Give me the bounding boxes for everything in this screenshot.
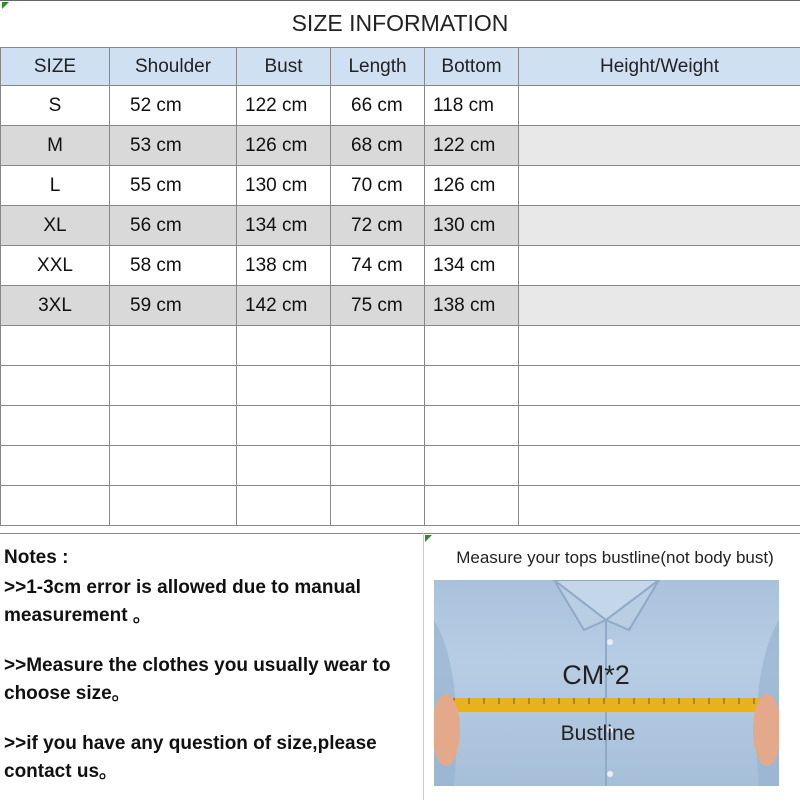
table-row — [1, 246, 800, 286]
cell-length: 72 cm — [331, 206, 425, 246]
cell-length: 74 cm — [331, 246, 425, 286]
shirt-illustration — [434, 580, 779, 786]
table-row — [1, 126, 800, 166]
cell-size: S — [1, 86, 110, 126]
cell-shoulder: 59 cm — [110, 286, 237, 326]
table-row — [1, 206, 800, 246]
corner-marker — [425, 535, 432, 542]
note-item: >>1-3cm error is allowed due to manual measurement 。 — [4, 574, 414, 630]
cell-shoulder: 53 cm — [110, 126, 237, 166]
cell-bottom: 118 cm — [425, 86, 519, 126]
size-table — [0, 47, 800, 526]
header-shoulder: Shoulder — [110, 48, 237, 86]
header-length: Length — [331, 48, 425, 86]
corner-marker — [2, 2, 9, 9]
cell-shoulder: 52 cm — [110, 86, 237, 126]
table-row — [1, 286, 800, 326]
empty-row — [1, 366, 800, 406]
cell-length: 70 cm — [331, 166, 425, 206]
shirt-measure-photo — [434, 580, 779, 786]
cell-size: 3XL — [1, 286, 110, 326]
note-item: >>if you have any question of size,please contact us。 — [4, 730, 414, 786]
header-size: SIZE — [1, 48, 110, 86]
cell-shoulder: 55 cm — [110, 166, 237, 206]
measure-caption: Measure your tops bustline(not body bust) — [430, 548, 800, 568]
cell-bottom: 122 cm — [425, 126, 519, 166]
cell-bust: 130 cm — [237, 166, 331, 206]
header-height-weight: Height/Weight — [519, 48, 800, 86]
cell-size: L — [1, 166, 110, 206]
tape-measure — [444, 698, 769, 712]
cell-size: XL — [1, 206, 110, 246]
cell-bottom: 134 cm — [425, 246, 519, 286]
cell-bottom: 138 cm — [425, 286, 519, 326]
cell-shoulder: 58 cm — [110, 246, 237, 286]
empty-row — [1, 486, 800, 526]
cm-label: CM*2 — [562, 660, 630, 690]
note-item: >>Measure the clothes you usually wear to choose size。 — [4, 652, 414, 708]
column-divider — [423, 533, 424, 800]
cell-size: M — [1, 126, 110, 166]
tape-ticks — [454, 698, 754, 704]
section-divider — [0, 533, 800, 534]
empty-row — [1, 406, 800, 446]
cell-bust: 126 cm — [237, 126, 331, 166]
table-header-row — [1, 48, 800, 86]
table-row — [1, 86, 800, 126]
cell-height-weight — [519, 86, 800, 126]
empty-row — [1, 326, 800, 366]
cell-bottom: 126 cm — [425, 166, 519, 206]
shirt-button — [607, 771, 613, 777]
cell-height-weight — [519, 286, 800, 326]
cell-bust: 134 cm — [237, 206, 331, 246]
cell-size: XXL — [1, 246, 110, 286]
empty-row — [1, 446, 800, 486]
header-bottom: Bottom — [425, 48, 519, 86]
cell-bust: 138 cm — [237, 246, 331, 286]
header-bust: Bust — [237, 48, 331, 86]
cell-length: 66 cm — [331, 86, 425, 126]
cell-length: 68 cm — [331, 126, 425, 166]
cell-height-weight — [519, 126, 800, 166]
cell-height-weight — [519, 206, 800, 246]
notes-section — [4, 544, 414, 808]
cell-bust: 142 cm — [237, 286, 331, 326]
cell-height-weight — [519, 166, 800, 206]
bustline-label: Bustline — [561, 722, 636, 745]
cell-bust: 122 cm — [237, 86, 331, 126]
cell-shoulder: 56 cm — [110, 206, 237, 246]
cell-bottom: 130 cm — [425, 206, 519, 246]
cell-length: 75 cm — [331, 286, 425, 326]
table-row — [1, 166, 800, 206]
cell-height-weight — [519, 246, 800, 286]
notes-heading: Notes : — [4, 544, 414, 572]
page-title: SIZE INFORMATION — [0, 0, 800, 46]
shirt-button — [607, 639, 613, 645]
